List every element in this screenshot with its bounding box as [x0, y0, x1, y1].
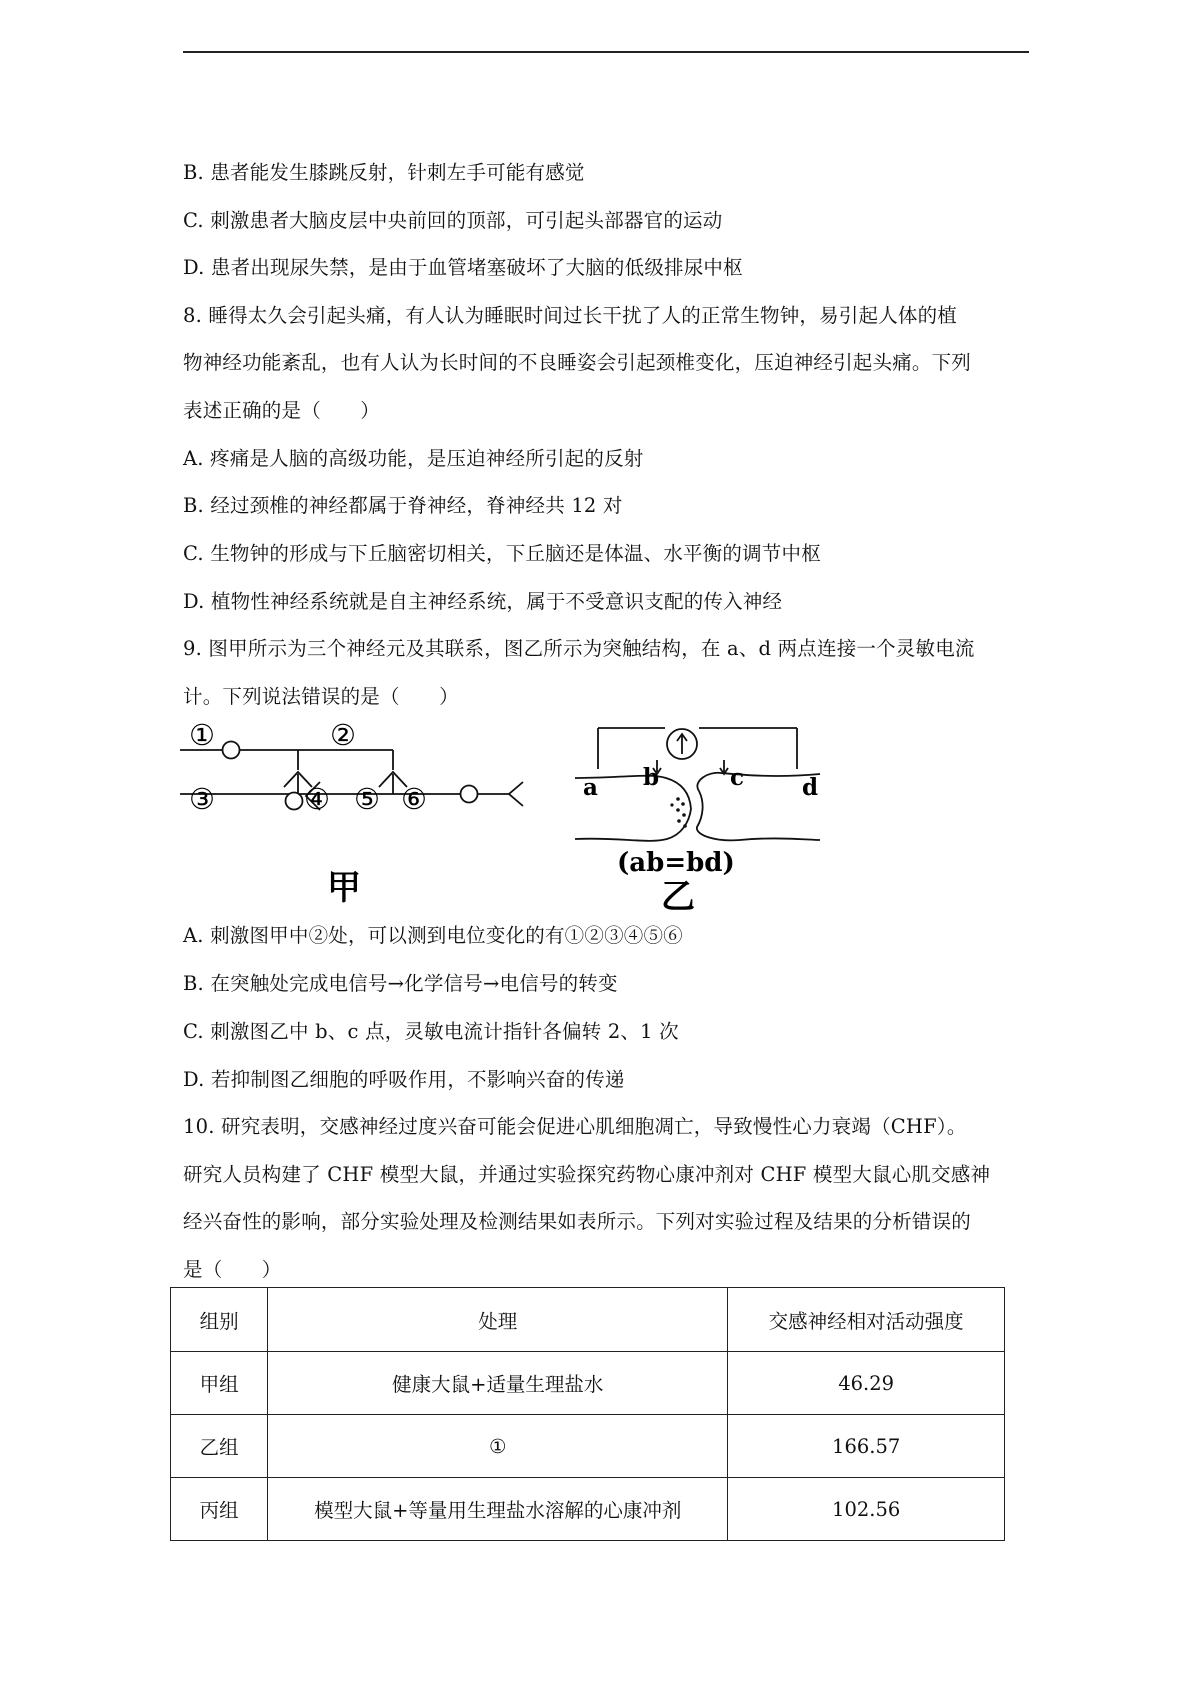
option-8d: D. 植物性神经系统就是自主神经系统，属于不受意识支配的传入神经 [183, 590, 783, 613]
question-10-line-2: 研究人员构建了 CHF 模型大鼠，并通过实验探究药物心康冲剂对 CHF 模型大鼠心肌交感神 [183, 1163, 991, 1186]
option-8a: A. 疼痛是人脑的高级功能，是压迫神经所引起的反射 [183, 447, 644, 470]
table-header-cell: 组别 [171, 1288, 268, 1352]
label-5: ⑤ [354, 782, 380, 816]
table-cell: 乙组 [171, 1415, 268, 1478]
table-row [171, 1415, 1005, 1478]
figure-yi-caption: 乙 [661, 877, 695, 915]
table-cell: 102.56 [728, 1478, 1005, 1541]
table-cell: 166.57 [728, 1415, 1005, 1478]
figure-yi-synapse [575, 725, 825, 915]
label-d: d [802, 774, 819, 801]
question-9-line-2: 计。下列说法错误的是（ ） [183, 685, 459, 708]
option-7d: D. 患者出现尿失禁，是由于血管堵塞破坏了大脑的低级排尿中枢 [183, 256, 743, 279]
results-table [170, 1287, 1005, 1541]
question-10-line-1: 10. 研究表明，交感神经过度兴奋可能会促进心肌细胞凋亡，导致慢性心力衰竭（CHF）。 [183, 1115, 967, 1138]
figure-yi-formula: (ab=bd) [617, 848, 735, 878]
question-8-line-1: 8. 睡得太久会引起头痛，有人认为睡眠时间过长干扰了人的正常生物钟，易引起人体的植 [183, 304, 958, 327]
table-header-row [171, 1288, 1005, 1352]
table-cell: 健康大鼠+适量生理盐水 [268, 1352, 728, 1415]
label-c: c [730, 764, 745, 791]
question-10-line-4: 是（ ） [183, 1258, 282, 1281]
option-9a: A. 刺激图甲中②处，可以测到电位变化的有①②③④⑤⑥ [183, 924, 683, 947]
label-6: ⑥ [401, 782, 427, 816]
table-header-cell: 交感神经相对活动强度 [728, 1288, 1005, 1352]
question-8-line-3: 表述正确的是（ ） [183, 399, 381, 422]
table-cell: 46.29 [728, 1352, 1005, 1415]
label-2: ② [330, 718, 356, 752]
table-row [171, 1478, 1005, 1541]
label-a: a [583, 774, 598, 801]
label-3: ③ [189, 782, 215, 816]
option-8c: C. 生物钟的形成与下丘脑密切相关，下丘脑还是体温、水平衡的调节中枢 [183, 542, 821, 565]
figure-jia-neurons [180, 712, 540, 912]
table-cell: 模型大鼠+等量用生理盐水溶解的心康冲剂 [268, 1478, 728, 1541]
label-1: ① [189, 718, 215, 752]
label-b: b [643, 764, 660, 791]
question-9-line-1: 9. 图甲所示为三个神经元及其联系，图乙所示为突触结构，在 a、d 两点连接一个灵敏电流 [183, 637, 975, 660]
table-header-cell: 处理 [268, 1288, 728, 1352]
option-8b: B. 经过颈椎的神经都属于脊神经，脊神经共 12 对 [183, 494, 623, 517]
table-cell: ① [268, 1415, 728, 1478]
option-9b: B. 在突触处完成电信号→化学信号→电信号的转变 [183, 972, 618, 995]
question-10-line-3: 经兴奋性的影响，部分实验处理及检测结果如表所示。下列对实验过程及结果的分析错误的 [183, 1210, 972, 1233]
question-8-line-2: 物神经功能紊乱，也有人认为长时间的不良睡姿会引起颈椎变化，压迫神经引起头痛。下列 [183, 351, 972, 374]
option-9d: D. 若抑制图乙细胞的呼吸作用，不影响兴奋的传递 [183, 1068, 625, 1091]
header-rule [183, 51, 1029, 53]
table-cell: 丙组 [171, 1478, 268, 1541]
label-4: ④ [304, 782, 330, 816]
option-7b: B. 患者能发生膝跳反射，针刺左手可能有感觉 [183, 161, 585, 184]
table-row [171, 1352, 1005, 1415]
option-9c: C. 刺激图乙中 b、c 点，灵敏电流计指针各偏转 2、1 次 [183, 1020, 679, 1043]
table-cell: 甲组 [171, 1352, 268, 1415]
figure-jia-caption: 甲 [327, 868, 361, 908]
option-7c: C. 刺激患者大脑皮层中央前回的顶部，可引起头部器官的运动 [183, 209, 723, 232]
